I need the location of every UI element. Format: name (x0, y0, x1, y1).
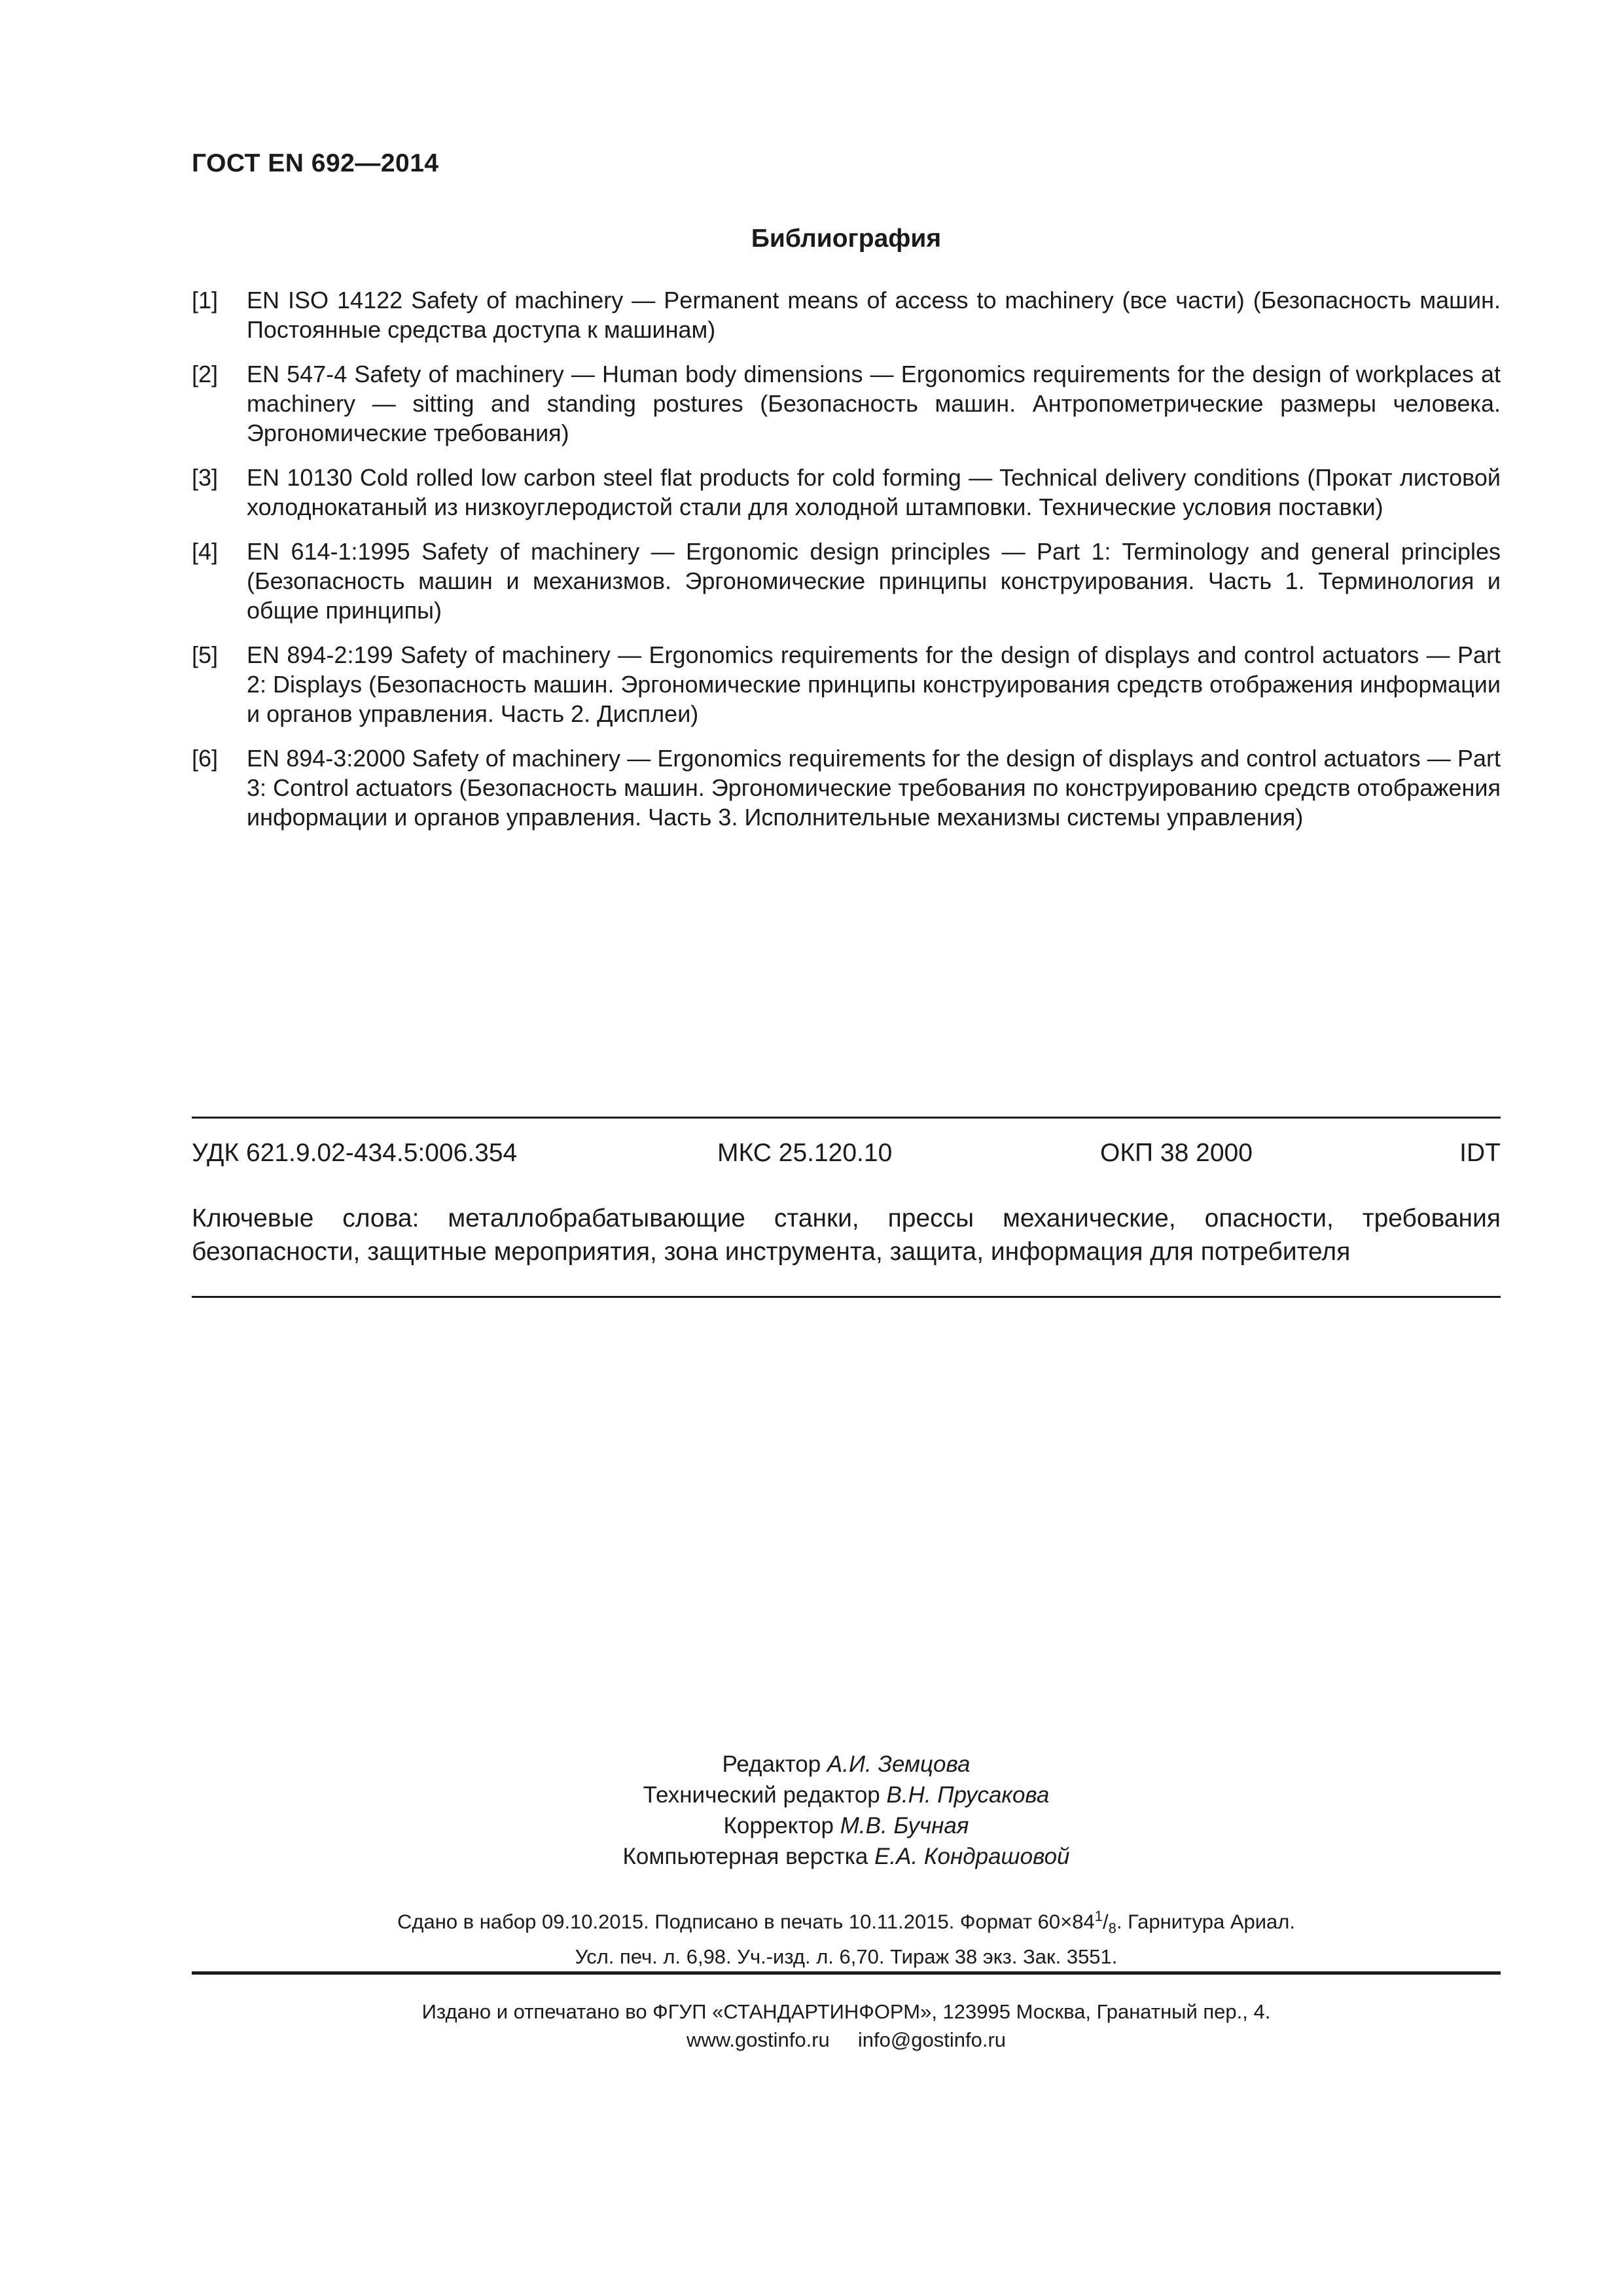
corrector-name: М.В. Бучная (840, 1813, 969, 1839)
publisher-address: Издано и отпечатано во ФГУП «СТАНДАРТИНФОРМ», 123995 Москва, Гранатный пер., 4. (421, 2000, 1271, 2023)
okp-code: ОКП 38 2000 (1100, 1139, 1253, 1167)
publisher-links: www.gostinfo.ru info@gostinfo.ru (686, 2028, 1007, 2051)
bibliography-item (192, 537, 1501, 625)
print-info-line-2: Усл. печ. л. 6,98. Уч.-изд. л. 6,70. Тираж 38 экз. Зак. 3551. (575, 1945, 1118, 1968)
format-superscript: 1 (1094, 1908, 1103, 1924)
bibliography-item-number: [6] (192, 745, 219, 772)
udc-code: УДК 621.9.02-434.5:006.354 (192, 1139, 518, 1167)
bibliography-item-number: [4] (192, 538, 219, 565)
format-slash: / (1102, 1910, 1109, 1933)
idt-marker: IDT (1459, 1139, 1501, 1167)
bibliography-item-number: [5] (192, 641, 219, 668)
layout-name: Е.А. Кондрашовой (874, 1844, 1070, 1869)
bibliography-list (192, 285, 1501, 847)
publisher-top-divider (192, 1971, 1501, 1975)
layout-label: Компьютерная верстка (622, 1844, 868, 1869)
bibliography-item-text: EN 894-3:2000 Safety of machinery — Ergonomics requirements for the design of displays and control actuators — Part 3: Control actuators (Безопасность машин. Эргономические требования по конструированию средств отображения информации и органов управления. Часть 3. Исполнительные механизмы системы управления) (247, 745, 1501, 831)
keywords-paragraph: Ключевые слова: металлобрабатывающие станки, прессы механические, опасности, требования безопасности, защитные мероприятия, зона инструмента, защита, информация для потребителя (192, 1204, 1501, 1266)
typeface-text: . Гарнитура Ариал. (1116, 1910, 1296, 1933)
print-info-block (192, 1902, 1501, 1971)
bibliography-item (192, 285, 1501, 344)
keywords-bottom-divider (192, 1296, 1501, 1298)
document-code-header: ГОСТ EN 692—2014 (192, 149, 439, 177)
classification-line (192, 1139, 1501, 1172)
bibliography-title: Библиография (751, 224, 942, 253)
tech-editor-line (192, 1780, 1501, 1810)
classification-top-divider (192, 1117, 1501, 1119)
bibliography-item-text: EN 10130 Cold rolled low carbon steel flat products for cold forming — Technical delivery conditions (Прокат листовой холоднокатаный из низкоуглеродистой стали для холодной штамповки. Технические условия поставки) (247, 464, 1501, 520)
bibliography-item (192, 744, 1501, 832)
bibliography-item (192, 640, 1501, 728)
corrector-label: Корректор (723, 1813, 834, 1839)
bibliography-item-text: EN ISO 14122 Safety of machinery — Permanent means of access to machinery (все части) (Безопасность машин. Постоянные средства доступа к машинам) (247, 287, 1501, 343)
format-subscript: 8 (1108, 1920, 1116, 1937)
bibliography-item-text: EN 614-1:1995 Safety of machinery — Ergonomic design principles — Part 1: Terminology and general principles (Безопасность машин и механизмов. Эргономические принципы конструирования. Часть 1. Терминология и общие принципы) (247, 538, 1501, 624)
tech-editor-label: Технический редактор (643, 1782, 880, 1808)
bibliography-item-text: EN 547-4 Safety of machinery — Human body dimensions — Ergonomics requirements for the design of workplaces at machinery — sitting and standing postures (Безопасность машин. Антропометрические размеры человека. Эргономические требования) (247, 361, 1501, 446)
editor-line (192, 1749, 1501, 1780)
bibliography-item-text: EN 894-2:199 Safety of machinery — Ergonomics requirements for the design of displays and control actuators — Part 2: Displays (Безопасность машин. Эргономические принципы конструирования средств отображения информации и органов управления. Часть 2. Дисплеи) (247, 641, 1501, 727)
bibliography-item (192, 359, 1501, 448)
layout-line (192, 1841, 1501, 1872)
tech-editor-name: В.Н. Прусакова (886, 1782, 1050, 1808)
print-info-text: Сдано в набор 09.10.2015. Подписано в печать 10.11.2015. Формат 60×84 (397, 1910, 1095, 1933)
mks-code: МКС 25.120.10 (717, 1139, 893, 1167)
bibliography-item-number: [2] (192, 361, 219, 387)
bibliography-item (192, 463, 1501, 522)
corrector-line (192, 1810, 1501, 1841)
editor-label: Редактор (722, 1751, 821, 1777)
publisher-block (192, 1998, 1501, 2054)
editor-name: А.И. Земцова (827, 1751, 971, 1777)
bibliography-item-number: [3] (192, 464, 219, 491)
print-info-line-1 (192, 1902, 1501, 1943)
credits-block (192, 1749, 1501, 1872)
bibliography-item-number: [1] (192, 287, 219, 314)
